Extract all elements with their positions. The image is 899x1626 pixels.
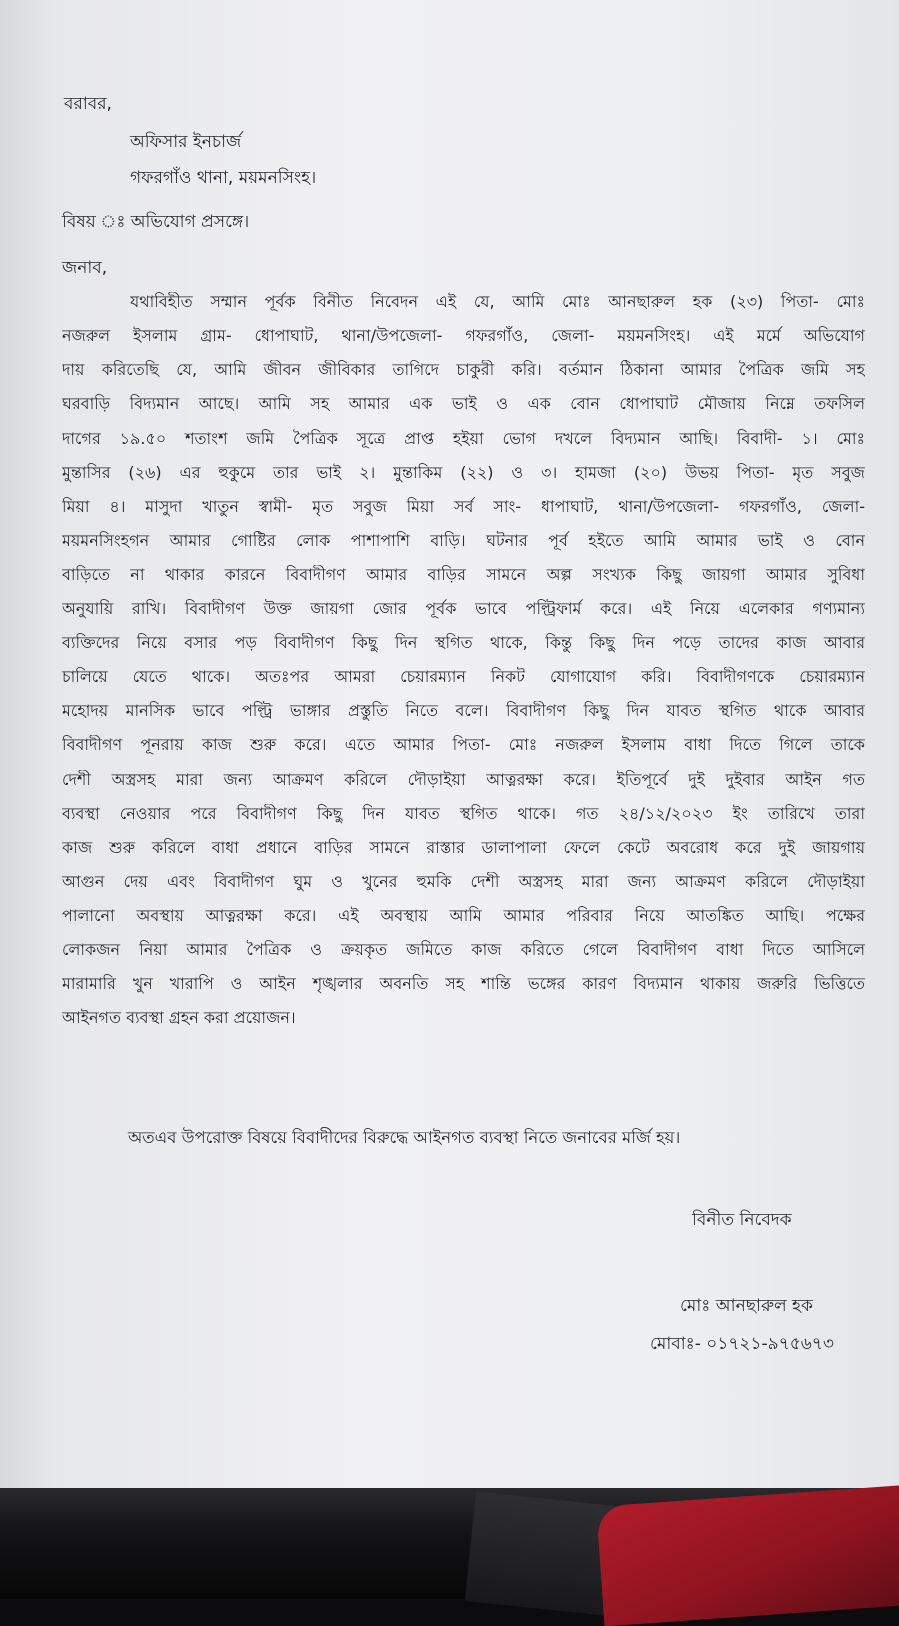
body-line: আইনগত ব্যবস্থা গ্রহন করা প্রয়োজন।	[62, 1008, 296, 1027]
recipient-title: অফিসার ইনচার্জ	[130, 132, 242, 152]
body-line: মিয়া ৪। মাসুদা খাতুন স্বামী- মৃত সবুজ মিয়া সর্ব সাং- ধাপাঘাট, থানা/উপজেলা- গফরগাঁও, জেলা-	[62, 497, 865, 516]
body-line: বিবাদীগণ পূনরায় কাজ শুরু করে। এতে আমার পিতা- মোঃ নজরুল ইসলাম বাধা দিতে গিলে তাকে	[62, 735, 865, 754]
body-line: বাড়িতে না থাকার কারনে বিবাদীগণ আমার বাড়ির সামনে অল্প সংখ্যক কিছু জায়গা আমার সুবিধা	[62, 565, 865, 584]
red-cloth	[596, 1484, 899, 1626]
body-line: দাগের ১৯.৫০ শতাংশ জমি পৈত্রিক সূত্রে প্রাপ্ত হইয়া ভোগ দখলে বিদ্যমান আছি। বিবাদী- ১। মোঃ	[62, 429, 865, 448]
body-line: কাজ শুরু করিলে বাধা প্রধানে বাড়ির সামনে রাস্তার ডালাপালা ফেলে কেটে অবরোধ করে দুই জায়গায়	[62, 838, 865, 857]
body-line: আগুন দেয় এবং বিবাদীগণ ঘুম ও খুনের হুমকি দেশী অস্ত্রসহ মারা জন্য আক্রমণ করিলে দৌড়াইয়া	[62, 872, 865, 891]
sender-mobile: মোবাঃ- ০১৭২১-৯৭৫৬৭৩	[650, 1334, 834, 1354]
body-line: ময়মনসিংহগন আমার গোষ্টির লোক পাশাপাশি বাড়ি। ঘটনার পূর্ব হইতে আমি আমার ভাই ও বোন	[62, 531, 865, 550]
body-line: ঘরবাড়ি বিদ্যমান আছে। আমি সহ আমার এক ভাই ও এক বোন ধোপাঘাট মৌজায় নিম্নে তফসিল	[62, 394, 865, 413]
closing-request: অতএব উপরোক্ত বিষয়ে বিবাদীদের বিরুদ্ধে আইনগত ব্যবস্থা নিতে জনাবের মর্জি হয়।	[128, 1128, 681, 1147]
greeting: জনাব,	[62, 258, 108, 278]
body-line: যথাবিহীত সম্মান পূর্বক বিনীত নিবেদন এই যে, আমি মোঃ আনছারুল হক (২৩) পিতা- মোঃ	[130, 292, 865, 311]
body-line: পালানো অবস্থায় আত্নরক্ষা করে। এই অবস্থায় আমি আমার পরিবার নিয়ে আতঙ্কিত আছি। পক্ষের	[62, 906, 865, 925]
body-line: দেশী অস্ত্রসহ মারা জন্য আক্রমণ করিলে দৌড়াইয়া আত্নরক্ষা করে। ইতিপূর্বে দুই দুইবার আইন গত	[62, 770, 865, 789]
subject-line: বিষয় ঃ অভিযোগ প্রসঙ্গে।	[62, 212, 250, 232]
body-line: ব্যবস্থা নেওয়ার পরে বিবাদীগণ কিছু দিন যাবত স্থগিত থাকে। গত ২৪/১২/২০২৩ ইং তারিখে তারা	[62, 804, 865, 823]
body-line: নজরুল ইসলাম গ্রাম- ধোপাঘাট, থানা/উপজেলা- গফরগাঁও, জেলা- ময়মনসিংহ। এই মর্মে অভিযোগ	[62, 326, 865, 345]
body-line: মহোদয় মানসিক ভাবে পল্ট্রি ভাঙ্গার প্রস্তুতি নিতে বলে। বিবাদীগণ কিছু দিন যাবত স্থগিত থাকে আবার	[62, 701, 865, 720]
salutation-to: বরাবর,	[64, 94, 112, 114]
body-line: অনুযায়ি রাখি। বিবাদীগণ উক্ত জায়গা জোর পূর্বক ভাবে পল্ট্রিফার্ম করে। এই নিয়ে এলেকার গণ্যমান্য	[62, 599, 865, 618]
body-line: লোকজন নিয়া আমার পৈত্রিক ও ক্রয়কৃত জমিতে কাজ করিতে গেলে বিবাদীগণ বাধা দিতে আসিলে	[62, 940, 865, 959]
recipient-station: গফরগাঁও থানা, ময়মনসিংহ।	[130, 168, 317, 188]
body-line: ব্যক্তিদের নিয়ে বসার পড় বিবাদীগণ কিছু দিন স্থগিত থাকে, কিন্তু কিছু দিন পড়ে তাদের কাজ আবার	[62, 633, 865, 652]
body-line: মুন্তাসির (২৬) এর হুকুমে তার ভাই ২। মুন্তাকিম (২২) ও ৩। হামজা (২০) উভয় পিতা- মৃত সবুজ	[62, 463, 865, 482]
body-line: চালিয়ে যেতে থাকে। অতঃপর আমরা চেয়ারম্যান নিকট যোগাযোগ করি। বিবাদীগণকে চেয়ারম্যান	[62, 667, 865, 686]
body-line: মারামারি খুন খারাপি ও আইন শৃঙ্খলার অবনতি সহ শান্তি ভঙ্গের কারণ বিদ্যমান থাকায় জরুরি ভিত্তিতে	[62, 974, 865, 993]
signoff: বিনীত নিবেদক	[692, 1210, 792, 1230]
sender-name: মোঃ আনছারুল হক	[680, 1296, 813, 1316]
body-line: দায় করিতেছি যে, আমি জীবন জীবিকার তাগিদে চাকুরী করি। বর্তমান ঠিকানা আমার পৈত্রিক জমি সহ	[62, 360, 865, 379]
